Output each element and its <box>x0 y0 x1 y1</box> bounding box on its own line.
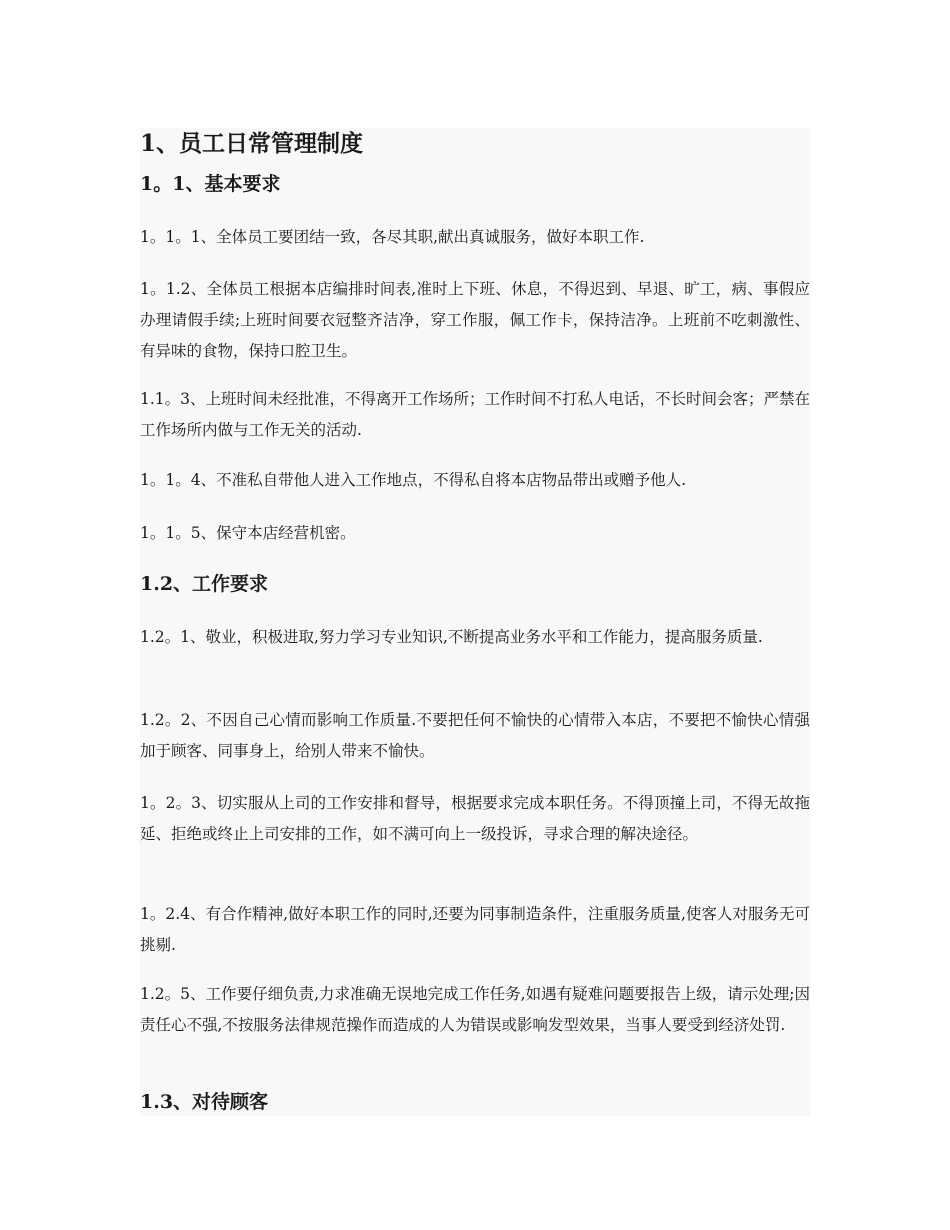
paragraph-1-2-2: 1.2。2、不因自己心情而影响工作质量.不要把任何不愉快的心情带入本店，不要把不愉快心情强加于顾客、同事身上，给别人带来不愉快。 <box>140 711 810 760</box>
paragraph-1-1-1: 1。1。1、全体员工要团结一致，各尽其职,献出真诚服务，做好本职工作. <box>140 228 645 246</box>
paragraph-1-1-5: 1。1。5、保守本店经营机密。 <box>140 524 356 542</box>
paragraph-1-2-3: 1。2。3、切实服从上司的工作安排和督导，根据要求完成本职任务。不得顶撞上司，不得无故拖延、拒绝或终止上司安排的工作，如不满可向上一级投诉，寻求合理的解决途径。 <box>140 794 810 843</box>
paragraph-1-2-5: 1.2。5、工作要仔细负责,力求准确无误地完成工作任务,如遇有疑难问题要报告上级，请示处理;因责任心不强,不按服务法律规范操作而造成的人为错误或影响发型效果，当事人要受到经济处罚. <box>140 985 810 1034</box>
paragraph-1-2-4: 1。2.4、有合作精神,做好本职工作的同时,还要为同事制造条件，注重服务质量,使客人对服务无可挑剔. <box>140 905 810 954</box>
section-heading-work-requirements: 1.2、工作要求 <box>140 573 269 595</box>
paragraph-1-1-2: 1。1.2、全体员工根据本店编排时间表,准时上下班、休息，不得迟到、早退、旷工，病、事假应办理请假手续;上班时间要衣冠整齐洁净，穿工作服，佩工作卡，保持洁净。上班前不吃刺激性、有异味的食物，保持口腔卫生。 <box>140 280 810 360</box>
paragraph-1-1-3: 1.1。3、上班时间未经批准，不得离开工作场所；工作时间不打私人电话，不长时间会客；严禁在工作场所内做与工作无关的活动. <box>140 390 811 439</box>
section-heading-basic-requirements: 1。1、基本要求 <box>140 173 281 195</box>
section-heading-treating-customers: 1.3、对待顾客 <box>140 1091 269 1113</box>
document-title: 1、员工日常管理制度 <box>140 130 364 157</box>
paragraph-1-1-4: 1。1。4、不准私自带他人进入工作地点，不得私自将本店物品带出或赠予他人. <box>140 471 687 489</box>
paragraph-1-2-1: 1.2。1、敬业，积极进取,努力学习专业知识,不断提高业务水平和工作能力，提高服务质量. <box>140 628 763 646</box>
document-page <box>140 128 810 1116</box>
